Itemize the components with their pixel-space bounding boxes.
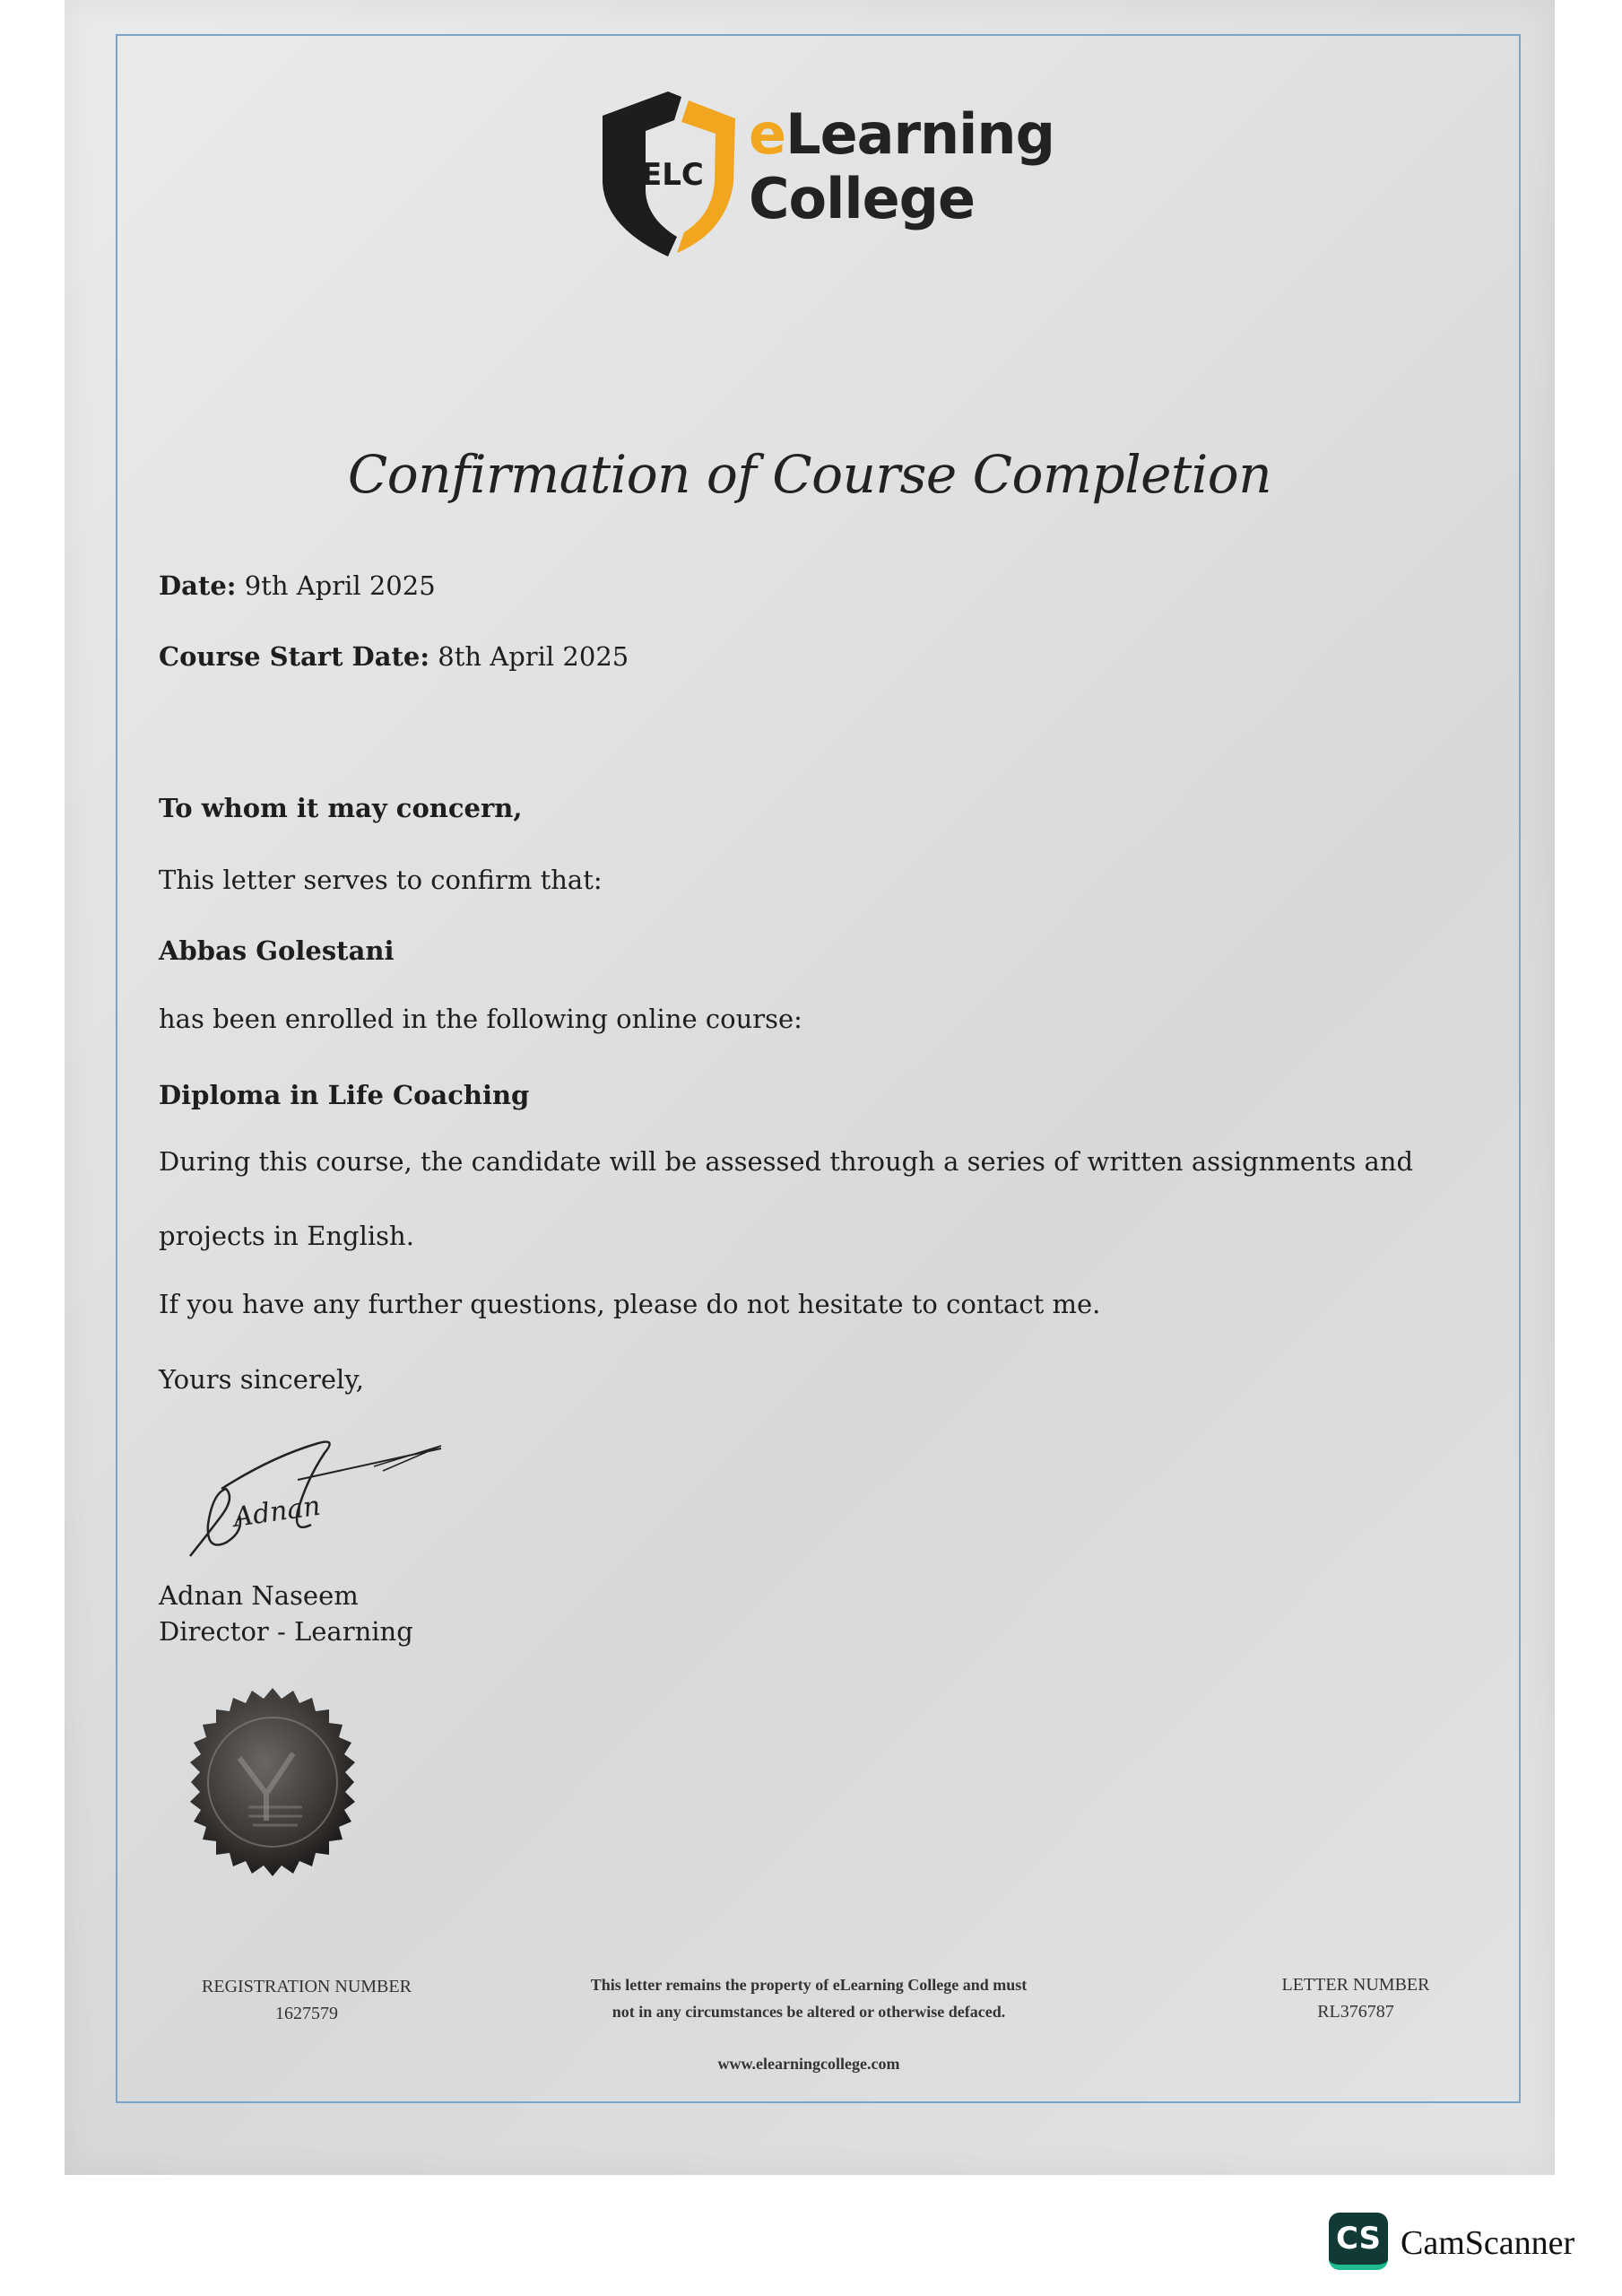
embossed-seal	[177, 1686, 369, 1879]
notice-line-1: This letter remains the property of eLearning College and must	[590, 1976, 1028, 1994]
svg-text:ELC: ELC	[641, 157, 704, 193]
document-sheet	[65, 0, 1555, 2175]
registration-block	[172, 1973, 441, 2027]
notice-line-2: not in any circumstances be altered or otherwise defaced.	[612, 2003, 1006, 2021]
letter-number-label: LETTER NUMBER	[1281, 1975, 1430, 1995]
document-title: Confirmation of Course Completion	[347, 444, 1272, 505]
logo-e: e	[749, 101, 786, 167]
camscanner-icon: CS	[1329, 2213, 1388, 2270]
letter-number: RL376787	[1317, 2002, 1394, 2022]
course-name: Diploma in Life Coaching	[159, 1080, 530, 1110]
candidate-name: Abbas Golestani	[159, 935, 395, 966]
svg-text:Adnan: Adnan	[231, 1490, 323, 1534]
logo-learning: Learning	[785, 101, 1054, 167]
start-date-label: Course Start Date:	[159, 641, 430, 672]
salutation: To whom it may concern,	[159, 793, 523, 823]
camscanner-label: CamScanner	[1401, 2224, 1575, 2262]
closing-text: Yours sincerely,	[159, 1364, 365, 1395]
questions-text: If you have any further questions, please do not hesitate to contact me.	[159, 1289, 1101, 1319]
assessment-line-1: During this course, the candidate will be assessed through a series of written assignments and	[159, 1146, 1414, 1177]
signer-name: Adnan Naseem	[159, 1580, 359, 1611]
shield-icon	[592, 84, 744, 264]
enrolled-text: has been enrolled in the following online course:	[159, 1004, 802, 1034]
start-date-value: 8th April 2025	[438, 641, 629, 672]
college-logo	[592, 84, 1130, 264]
notice-block	[531, 1971, 1087, 2077]
college-name	[749, 102, 1054, 231]
signer-title: Director - Learning	[159, 1616, 413, 1647]
website-link: www.elearningcollege.com	[717, 2055, 900, 2073]
camscanner-watermark	[1329, 2213, 1598, 2275]
assessment-line-2: projects in English.	[159, 1221, 414, 1251]
date-line	[159, 570, 436, 601]
start-date-line	[159, 641, 629, 672]
registration-label: REGISTRATION NUMBER	[202, 1977, 412, 1996]
intro-text: This letter serves to confirm that:	[159, 865, 603, 895]
signature	[172, 1426, 459, 1578]
registration-number: 1627579	[275, 2004, 338, 2023]
date-label: Date:	[159, 570, 237, 601]
date-value: 9th April 2025	[244, 570, 436, 601]
logo-college: College	[749, 166, 976, 231]
letter-number-block	[1239, 1971, 1472, 2025]
